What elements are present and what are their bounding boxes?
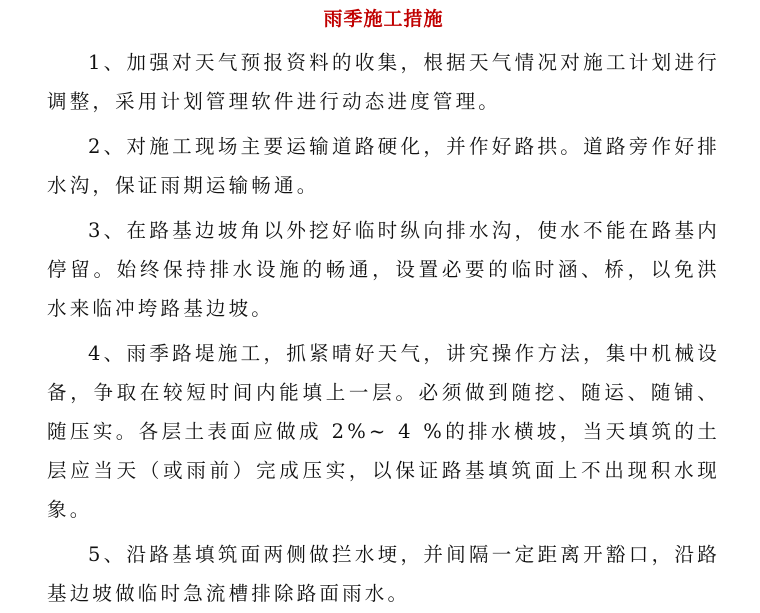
measure-item-4: 4、雨季路堤施工，抓紧晴好天气，讲究操作方法，集中机械设备，争取在较短时间内能填上一层。必须做到随挖、随运、随铺、随压实。各层土表面应做成 2%~ 4 %的排水横坡，当天填筑的土层应当天（或雨前）完成压实，以保证路基填筑面上不出现积水现象。 xyxy=(47,342,720,521)
measure-item-5: 5、沿路基填筑面两侧做拦水埂，并间隔一定距离开豁口，沿路基边坡做临时急流槽排除路面雨水。 xyxy=(47,543,720,605)
measure-list xyxy=(47,43,720,613)
measure-item-2: 2、对施工现场主要运输道路硬化，并作好路拱。道路旁作好排水沟，保证雨期运输畅通。 xyxy=(47,135,720,197)
measure-item-3: 3、在路基边坡角以外挖好临时纵向排水沟，使水不能在路基内停留。始终保持排水设施的畅通，设置必要的临时涵、桥，以免洪水来临冲垮路基边坡。 xyxy=(47,219,720,320)
measure-item-1: 1、加强对天气预报资料的收集，根据天气情况对施工计划进行调整，采用计划管理软件进行动态进度管理。 xyxy=(47,51,720,113)
document-title: 雨季施工措施 xyxy=(323,8,444,30)
